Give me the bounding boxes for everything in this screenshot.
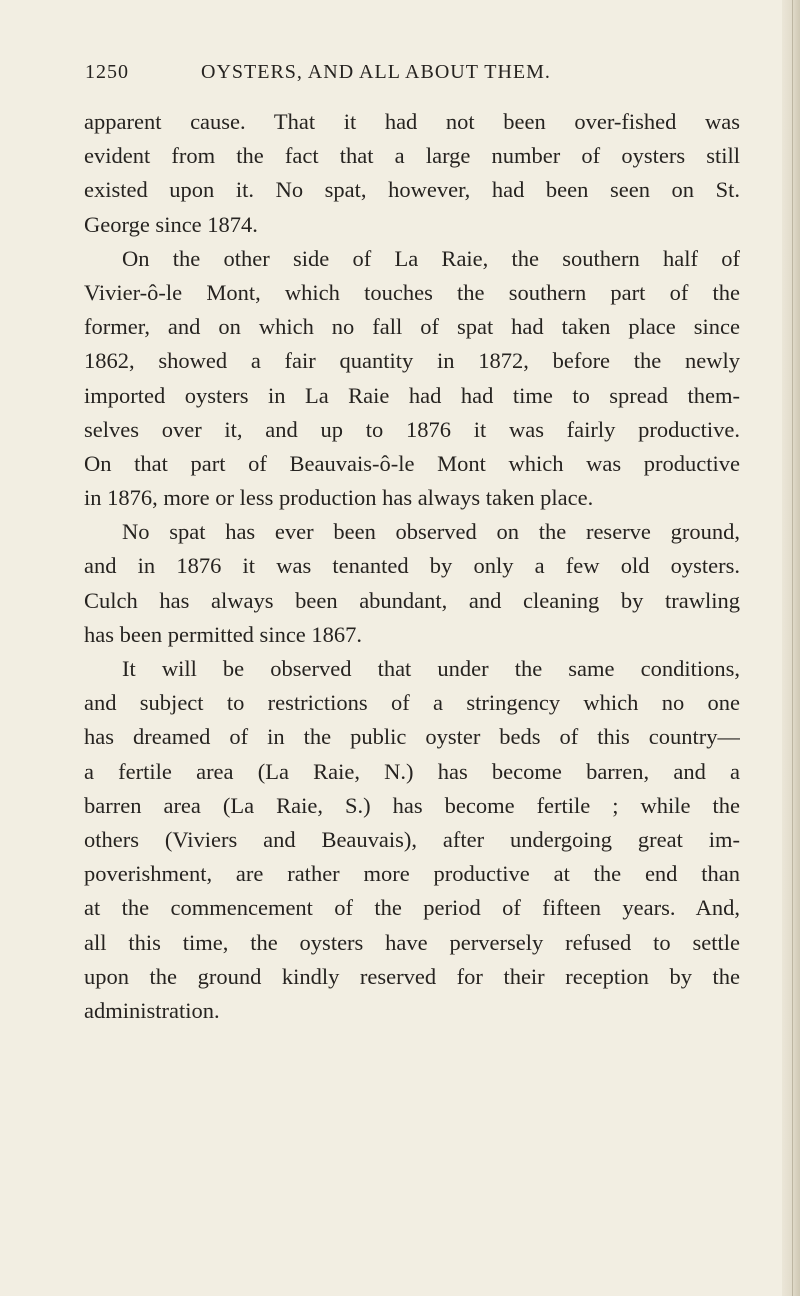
text-line: others (Viviers and Beauvais), after undergoing great im- <box>84 826 740 852</box>
text-line: evident from the fact that a large number of oysters still <box>84 143 740 169</box>
running-head <box>85 61 705 91</box>
text-line: has dreamed of in the public oyster beds of this country— <box>84 724 740 750</box>
text-line: in 1876, more or less production has always taken place. <box>84 485 594 511</box>
text-line: On the other side of La Raie, the southern half of <box>122 245 740 271</box>
text-line: Vivier-ô-le Mont, which touches the southern part of the <box>84 279 740 305</box>
text-line: has been permitted since 1867. <box>84 621 363 647</box>
text-line: selves over it, and up to 1876 it was fairly productive. <box>84 416 740 442</box>
text-line: 1862, showed a fair quantity in 1872, before the newly <box>84 348 740 374</box>
text-line: and subject to restrictions of a stringency which no one <box>84 690 740 716</box>
body-text <box>84 105 740 1028</box>
running-head-title: OYSTERS, AND ALL ABOUT THEM. <box>201 61 551 83</box>
text-line: imported oysters in La Raie had had time to spread them- <box>84 382 740 408</box>
text-line: a fertile area (La Raie, N.) has become barren, and a <box>84 758 740 784</box>
text-line: Culch has always been abundant, and cleaning by trawling <box>84 587 740 613</box>
text-line: and in 1876 it was tenanted by only a few old oysters. <box>84 553 740 579</box>
text-line: administration. <box>84 997 220 1023</box>
text-line: apparent cause. That it had not been over-fished was <box>84 109 740 134</box>
text-line: former, and on which no fall of spat had taken place since <box>84 314 740 340</box>
text-line: at the commencement of the period of fifteen years. And, <box>84 895 740 921</box>
text-line: upon the ground kindly reserved for their reception by the <box>84 963 740 989</box>
page-edge-line <box>792 0 793 1296</box>
page-number: 1250 <box>85 61 129 83</box>
text-line: It will be observed that under the same conditions, <box>122 656 740 681</box>
text-line: No spat has ever been observed on the reserve ground, <box>122 519 740 545</box>
text-line: all this time, the oysters have perversely refused to settle <box>84 929 740 955</box>
text-line: existed upon it. No spat, however, had been seen on St. <box>84 177 740 203</box>
text-line: On that part of Beauvais-ô-le Mont which was productive <box>84 450 740 476</box>
text-line: barren area (La Raie, S.) has become fertile ; while the <box>84 792 740 818</box>
text-line: poverishment, are rather more productive at the end than <box>84 861 740 887</box>
page-edge <box>782 0 800 1296</box>
text-line: George since 1874. <box>84 211 258 237</box>
